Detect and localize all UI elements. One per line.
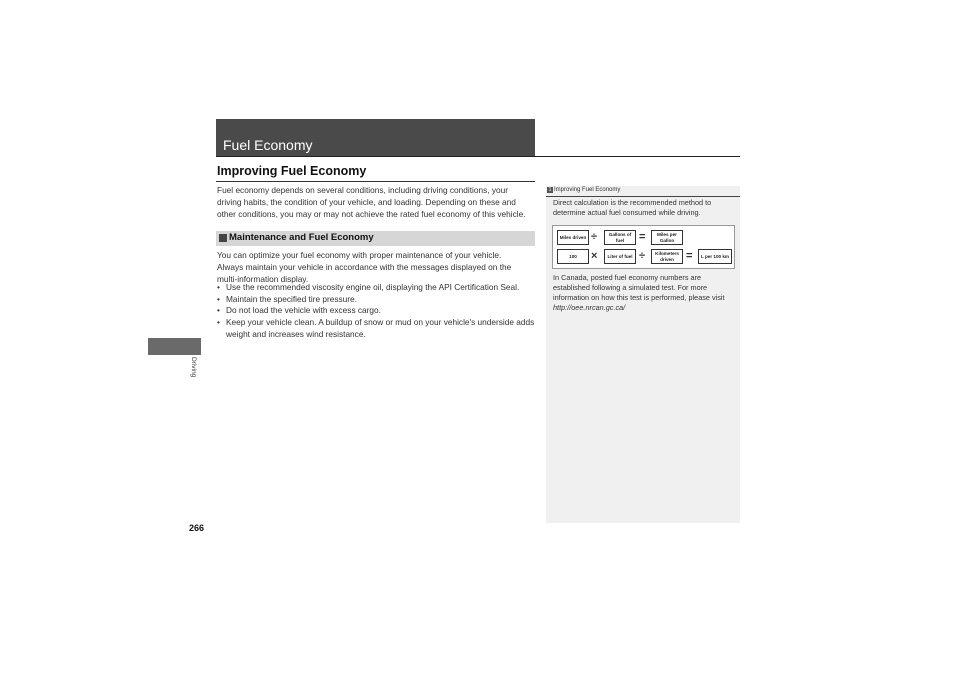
section-intro-line: driving habits, the condition of your vehicle, and loading. Depending on these and [217,197,516,207]
square-icon [219,234,227,242]
formula-box-miles-per-gallon: Miles per Gallon [651,230,683,245]
multiply-operator: × [591,250,598,262]
sidebar-text-line: information on how this test is performed, please visit [553,293,725,302]
subsection-intro-line: multi-information display. [217,274,309,284]
formula-box-gallons-of-fuel: Gallons of fuel [604,230,636,245]
chapter-title-bar [216,119,535,156]
section-intro-line: Fuel economy depends on several conditions, including driving conditions, your [217,185,509,195]
formula-box-liter-of-fuel: Liter of fuel [604,249,636,264]
fuel-formula-diagram [552,225,735,269]
subsection-intro [217,249,537,285]
list-item: • Maintain the specified tire pressure. [217,294,535,306]
chapter-side-tab[interactable] [148,338,201,355]
section-rule [216,181,535,182]
subsection-intro-line: Always maintain your vehicle in accordance with the messages displayed on the [217,262,512,272]
formula-box-kilometers-driven: Kilometers driven [651,249,683,264]
reference-marker-icon: 1 [548,187,552,193]
section-intro [217,184,537,220]
subsection-heading: Maintenance and Fuel Economy [229,232,374,243]
sidebar-text-line: In Canada, posted fuel economy numbers are [553,273,702,282]
sidebar-heading-row [546,186,740,197]
section-intro-line: other conditions, you may or may not achieve the rated fuel economy of this vehicle. [217,209,526,219]
subsection-intro-line: You can optimize your fuel economy with proper maintenance of your vehicle. [217,250,502,260]
sidebar-text-2 [553,273,739,313]
formula-box-l-per-100km: L per 100 km [698,249,732,264]
chapter-side-label: Driving [190,357,197,378]
page-number: 266 [189,523,205,533]
list-item: • Do not load the vehicle with excess cargo. [217,305,535,317]
sidebar-text-1 [553,198,739,218]
formula-box-miles-driven: Miles driven [557,230,589,245]
divide-operator: ÷ [591,231,598,243]
sidebar-text-line: Direct calculation is the recommended method to [553,198,712,207]
maintenance-list [217,282,535,341]
chapter-title: Fuel Economy [223,137,313,153]
equals-operator: = [686,250,693,262]
title-rule [216,156,740,157]
sidebar-text-line: established following a simulated test. For more [553,283,708,292]
formula-box-100: 100 [557,249,589,264]
nrcan-link[interactable]: http://oee.nrcan.gc.ca/ [553,303,626,312]
sidebar-text-line: determine actual fuel consumed while driving. [553,208,701,217]
sidebar-heading: Improving Fuel Economy [554,187,621,193]
subsection-heading-bar [216,231,535,246]
section-heading: Improving Fuel Economy [217,164,367,178]
list-item: • Keep your vehicle clean. A buildup of snow or mud on your vehicle's underside adds weight and increases wind resistance. [217,317,535,340]
list-item: • Use the recommended viscosity engine oil, displaying the API Certification Seal. [217,282,535,294]
divide-operator: ÷ [639,250,646,262]
equals-operator: = [639,231,646,243]
